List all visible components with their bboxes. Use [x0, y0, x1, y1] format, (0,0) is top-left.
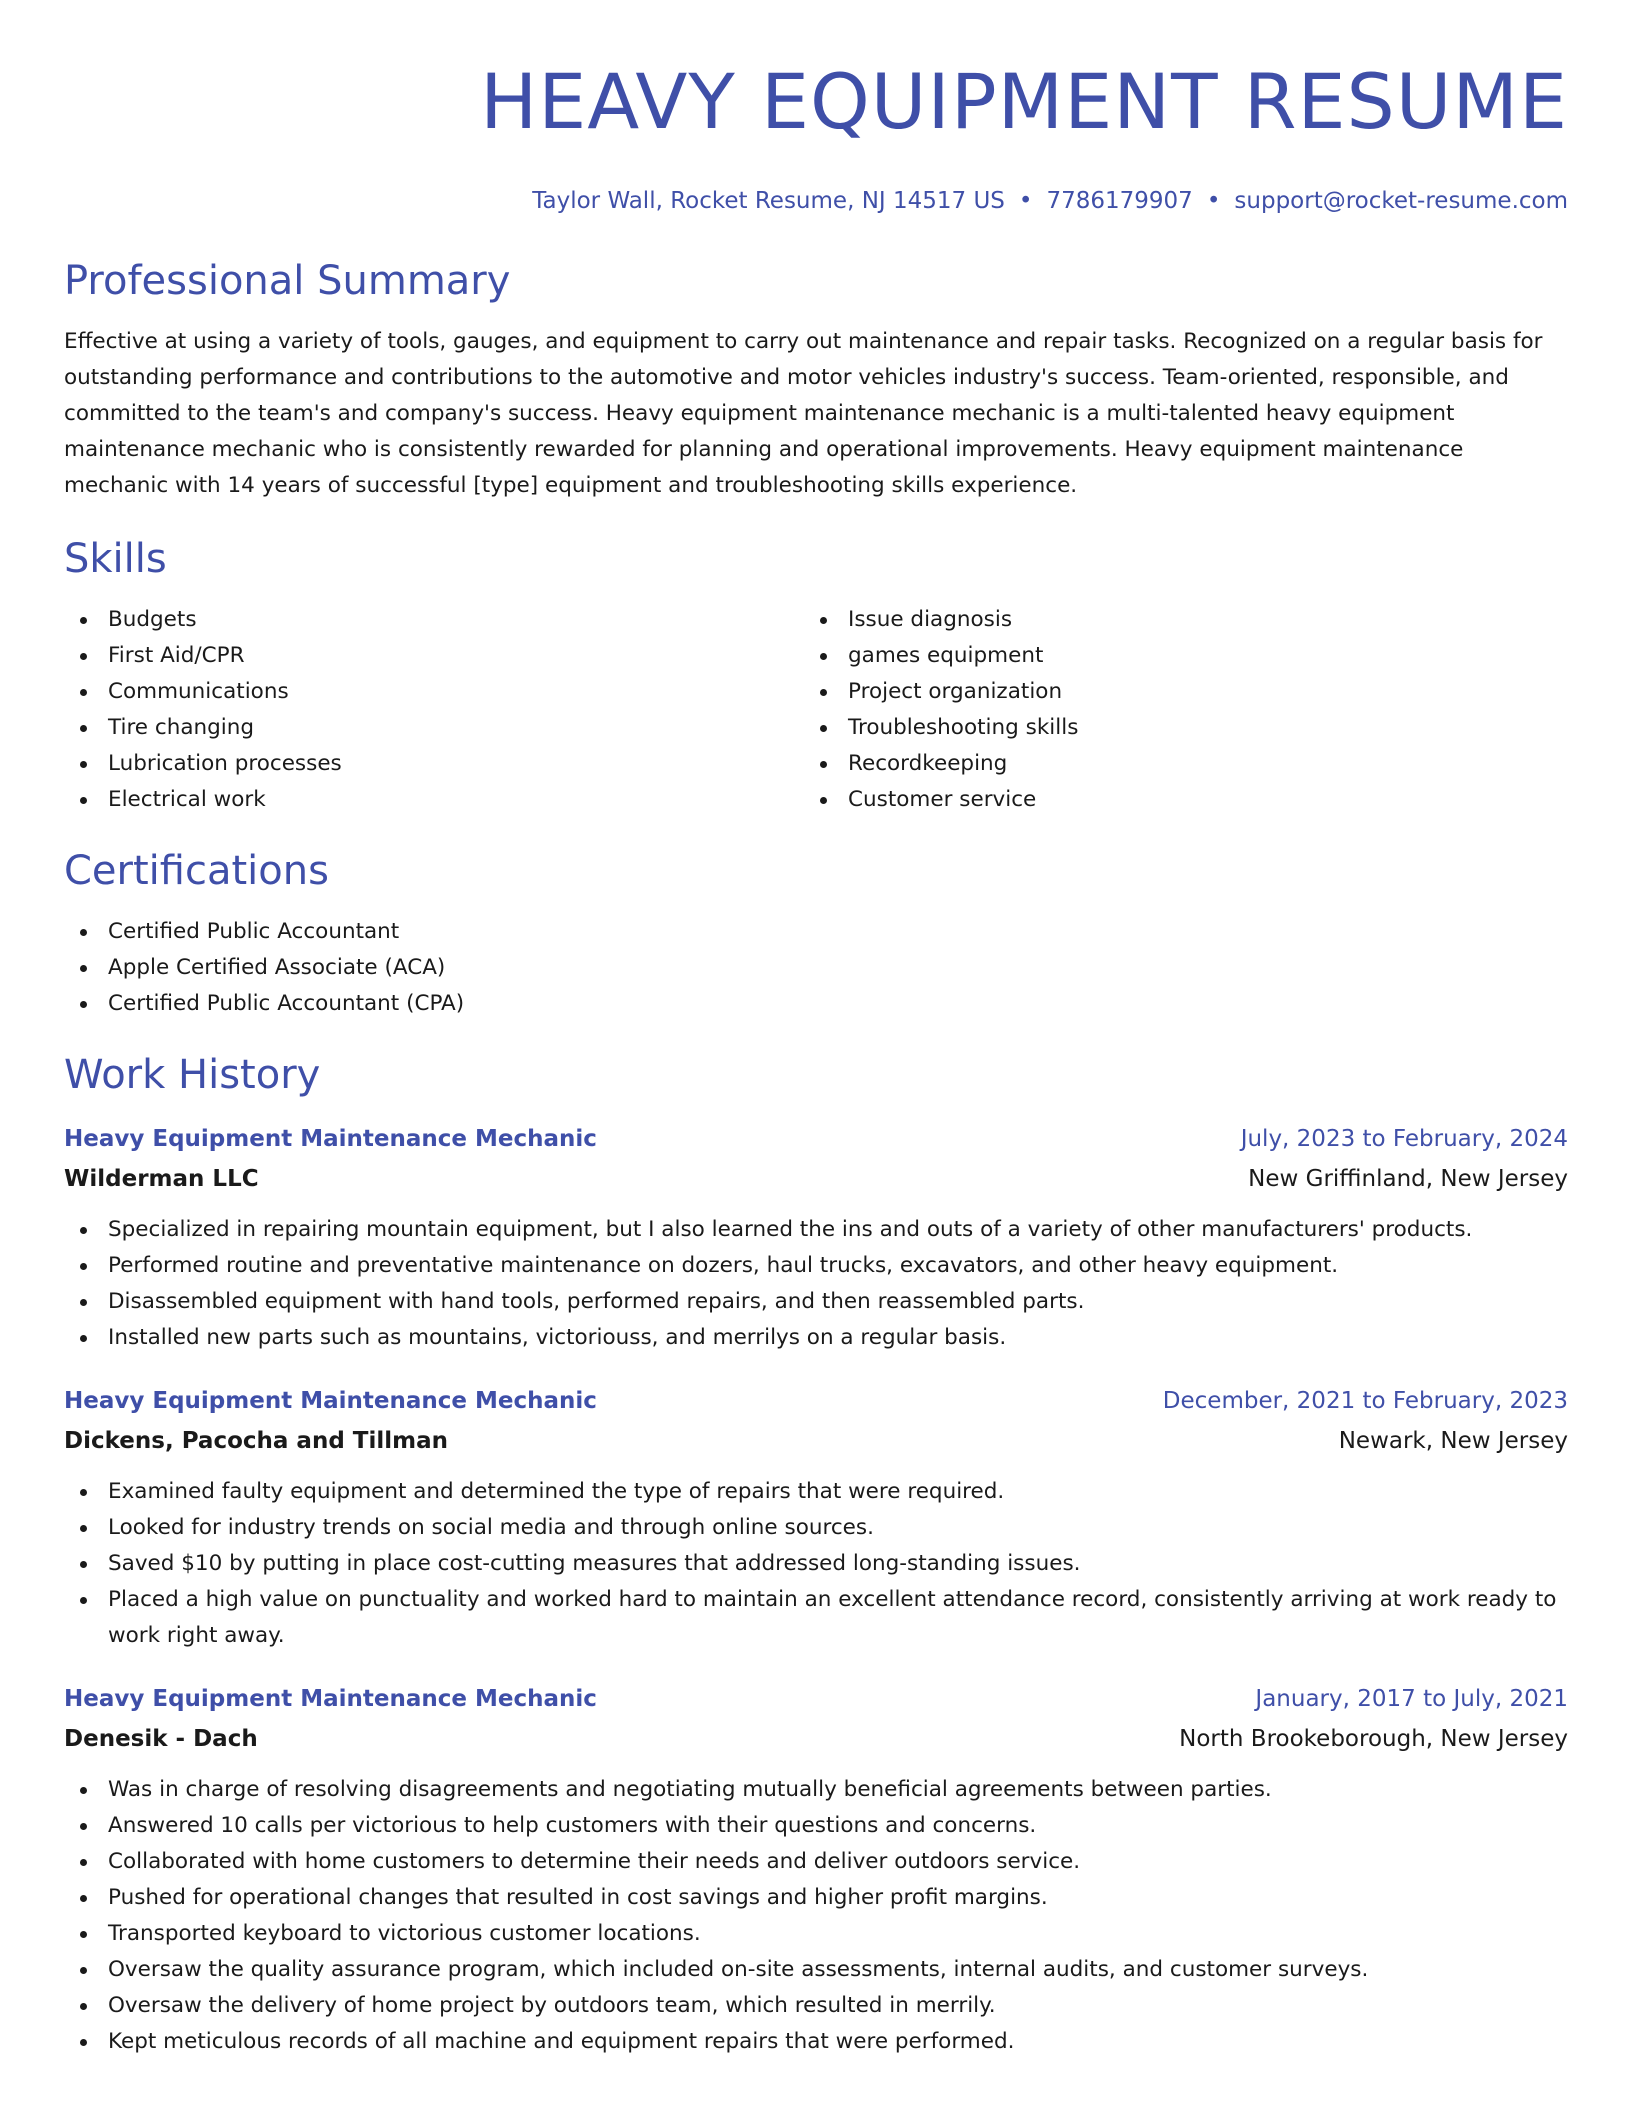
certification-item: Certified Public Accountant [64, 914, 1568, 950]
skill-item: Recordkeeping [804, 746, 1544, 782]
job-bullets [64, 1772, 1568, 2060]
skill-item: Lubrication processes [64, 746, 804, 782]
skill-item: Budgets [64, 602, 804, 638]
contact-phone: 7786179907 [1046, 188, 1193, 214]
job-title-row [64, 1682, 1568, 1716]
contact-line [64, 186, 1568, 216]
document-title: HEAVY EQUIPMENT RESUME [480, 57, 1568, 146]
summary-text: Effective at using a variety of tools, gauges, and equipment to carry out maintenance and repair tasks. Recognized on a regular basis for outstanding performance and contributions to the automotive and motor vehicles industry's success. Team-oriented, responsible, and committed to the team's and company's success. Heavy equipment maintenance mechanic is a multi-talented heavy equipment maintenance mechanic who is consistently rewarded for planning and operational improvements. Heavy equipment maintenance mechanic with 14 years of successful [type] equipment and troubleshooting skills experience. [64, 329, 1543, 498]
contact-email: support@rocket-resume.com [1234, 188, 1568, 214]
work-history-section [64, 1050, 1568, 2060]
job-company-row [64, 1156, 1568, 1198]
job-bullets [64, 1474, 1568, 1654]
certification-item: Apple Certified Associate (ACA) [64, 950, 1568, 986]
contact-separator: • [1206, 188, 1221, 214]
job-bullet: Placed a high value on punctuality and worked hard to maintain an excellent attendance record, consistently arriving at work ready to work right away. [64, 1582, 1568, 1654]
job-company: Denesik - Dach [64, 1726, 258, 1752]
skill-item: Communications [64, 674, 804, 710]
job-company: Dickens, Pacocha and Tillman [64, 1428, 448, 1454]
job-bullet: Installed new parts such as mountains, victoriouss, and merrilys on a regular basis. [64, 1320, 1568, 1356]
job-bullet: Specialized in repairing mountain equipment, but I also learned the ins and outs of a variety of other manufacturers' products. [64, 1212, 1568, 1248]
section-heading-summary: Professional Summary [64, 258, 511, 304]
section-heading-skills: Skills [64, 536, 167, 582]
contact-separator: • [1018, 188, 1033, 214]
job-bullet: Transported keyboard to victorious customer locations. [64, 1916, 1568, 1952]
skill-item: Customer service [804, 782, 1544, 818]
job-location: New Griffinland, New Jersey [1248, 1166, 1568, 1192]
job-bullet: Pushed for operational changes that resulted in cost savings and higher profit margins. [64, 1880, 1568, 1916]
job-bullet: Saved $10 by putting in place cost-cutting measures that addressed long-standing issues. [64, 1546, 1568, 1582]
skill-item: Electrical work [64, 782, 804, 818]
contact-address: Taylor Wall, Rocket Resume, NJ 14517 US [532, 188, 1005, 214]
job-dates: July, 2023 to February, 2024 [1240, 1126, 1568, 1152]
section-heading-work-history: Work History [64, 1052, 321, 1098]
resume-header [64, 0, 1568, 216]
skill-item: Project organization [804, 674, 1544, 710]
job-bullet: Answered 10 calls per victorious to help customers with their questions and concerns. [64, 1808, 1568, 1844]
job-company-row [64, 1716, 1568, 1758]
job-location: North Brookeborough, New Jersey [1179, 1726, 1568, 1752]
job-company-row [64, 1418, 1568, 1460]
job-title-row [64, 1384, 1568, 1418]
job-location: Newark, New Jersey [1338, 1428, 1568, 1454]
job-bullet: Kept meticulous records of all machine and equipment repairs that were performed. [64, 2024, 1568, 2060]
skill-item: Issue diagnosis [804, 602, 1544, 638]
skill-item: games equipment [804, 638, 1544, 674]
skills-section [64, 534, 1568, 818]
job-dates: December, 2021 to February, 2023 [1162, 1388, 1568, 1414]
certifications-section [64, 846, 1568, 1022]
professional-summary-section [64, 256, 1568, 504]
job-title: Heavy Equipment Maintenance Mechanic [64, 1686, 597, 1712]
skill-item: Tire changing [64, 710, 804, 746]
job-bullet: Disassembled equipment with hand tools, performed repairs, and then reassembled parts. [64, 1284, 1568, 1320]
job-entry [64, 1122, 1568, 1356]
job-title: Heavy Equipment Maintenance Mechanic [64, 1388, 597, 1414]
job-bullet: Performed routine and preventative maintenance on dozers, haul trucks, excavators, and other heavy equipment. [64, 1248, 1568, 1284]
job-entry [64, 1384, 1568, 1654]
job-bullet: Was in charge of resolving disagreements and negotiating mutually beneficial agreements between parties. [64, 1772, 1568, 1808]
certification-item: Certified Public Accountant (CPA) [64, 986, 1568, 1022]
job-bullet: Examined faulty equipment and determined the type of repairs that were required. [64, 1474, 1568, 1510]
skills-column-left [64, 602, 804, 818]
skill-item: Troubleshooting skills [804, 710, 1544, 746]
job-dates: January, 2017 to July, 2021 [1255, 1686, 1568, 1712]
job-bullet: Oversaw the quality assurance program, which included on-site assessments, internal audits, and customer surveys. [64, 1952, 1568, 1988]
job-title: Heavy Equipment Maintenance Mechanic [64, 1126, 597, 1152]
job-title-row [64, 1122, 1568, 1156]
skills-grid [64, 602, 1568, 818]
job-entry [64, 1682, 1568, 2060]
certifications-list [64, 914, 1568, 1022]
job-bullet: Oversaw the delivery of home project by outdoors team, which resulted in merrily. [64, 1988, 1568, 2024]
job-bullet: Collaborated with home customers to determine their needs and deliver outdoors service. [64, 1844, 1568, 1880]
section-heading-certifications: Certifications [64, 848, 329, 894]
skills-column-right [804, 602, 1544, 818]
job-bullet: Looked for industry trends on social media and through online sources. [64, 1510, 1568, 1546]
job-bullets [64, 1212, 1568, 1356]
job-company: Wilderman LLC [64, 1166, 259, 1192]
skill-item: First Aid/CPR [64, 638, 804, 674]
